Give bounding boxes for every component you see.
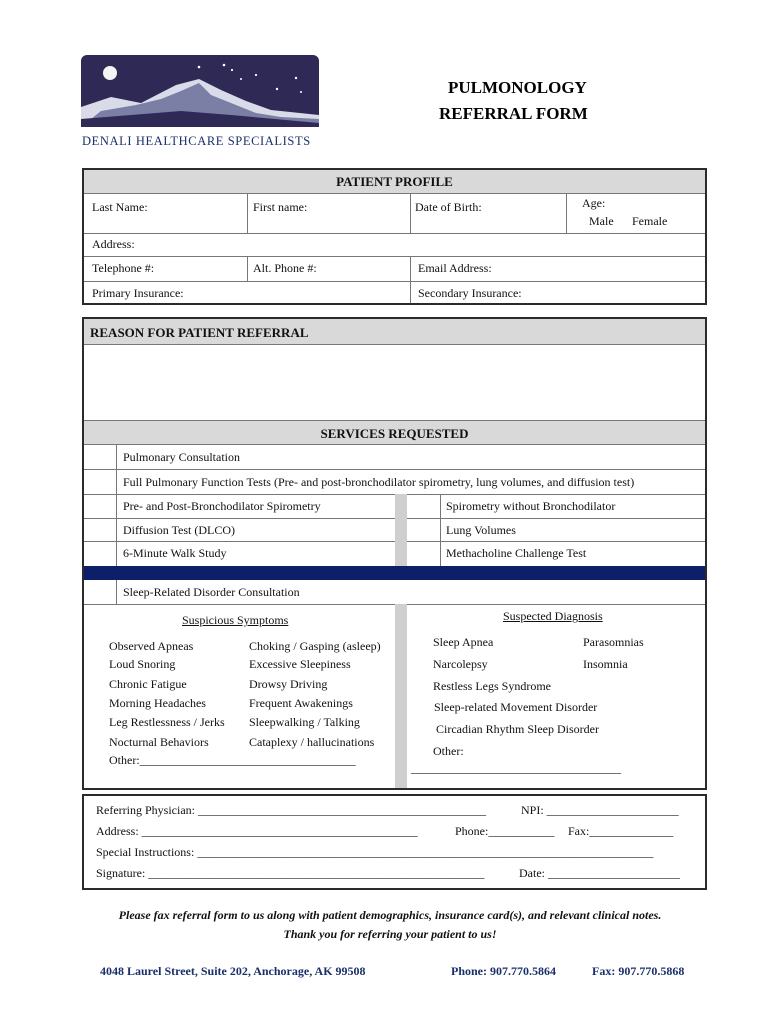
diagnosis-heading: Suspected Diagnosis [503, 609, 603, 623]
male-option[interactable]: Male [589, 214, 614, 228]
footer-address: 4048 Laurel Street, Suite 202, Anchorage, AK 99508 [100, 964, 366, 978]
symptom-item[interactable]: Choking / Gasping (asleep) [249, 639, 381, 653]
symptom-item[interactable]: Loud Snoring [109, 657, 176, 671]
form-title-line2: REFERRAL FORM [439, 104, 588, 123]
symptom-item[interactable]: Drowsy Driving [249, 677, 328, 691]
reason-heading: REASON FOR PATIENT REFERRAL [84, 319, 705, 345]
gray-separator [395, 494, 407, 566]
primary-insurance-field[interactable]: Primary Insurance: [92, 286, 184, 300]
diagnosis-circadian[interactable]: Circadian Rhythm Sleep Disorder [436, 722, 599, 736]
age-field[interactable]: Age: [582, 196, 606, 210]
diagnosis-other-field[interactable]: ___________________________________ [411, 761, 621, 775]
divider [247, 193, 248, 233]
divider [410, 256, 411, 303]
secondary-insurance-field[interactable]: Secondary Insurance: [418, 286, 522, 300]
thank-you-note: Thank you for referring your patient to us! [283, 927, 497, 941]
diagnosis-other-label: Other: [433, 744, 464, 758]
organization-name: DENALI HEALTHCARE SPECIALISTS [82, 134, 311, 148]
divider [410, 193, 411, 233]
diagnosis-narcolepsy[interactable]: Narcolepsy [433, 657, 488, 671]
symptoms-heading: Suspicious Symptoms [182, 613, 289, 627]
address-field[interactable]: Address: [92, 237, 135, 251]
physician-fax-field[interactable]: Fax:______________ [568, 824, 674, 838]
checkbox-column-line [116, 445, 117, 566]
service-sleep-consultation[interactable]: Sleep-Related Disorder Consultation [123, 585, 300, 599]
diagnosis-parasomnias[interactable]: Parasomnias [583, 635, 644, 649]
email-field[interactable]: Email Address: [418, 261, 492, 275]
symptom-item[interactable]: Leg Restlessness / Jerks [109, 715, 225, 729]
divider [247, 256, 248, 281]
physician-phone-field[interactable]: Phone:___________ [455, 824, 555, 838]
divider [84, 256, 705, 257]
divider [84, 281, 705, 282]
symptom-item[interactable]: Frequent Awakenings [249, 696, 353, 710]
alt-phone-field[interactable]: Alt. Phone #: [253, 261, 317, 275]
footer-fax: Fax: 907.770.5868 [592, 964, 685, 978]
special-instructions-field[interactable]: Special Instructions: ____________________________________________________________________________ [96, 845, 654, 859]
symptom-item[interactable]: Cataplexy / hallucinations [249, 735, 375, 749]
denali-mountain-logo [81, 55, 319, 127]
services-heading: SERVICES REQUESTED [84, 420, 705, 445]
diagnosis-restless-legs[interactable]: Restless Legs Syndrome [433, 679, 551, 693]
section-band [84, 566, 705, 580]
symptom-item[interactable]: Observed Apneas [109, 639, 194, 653]
diagnosis-insomnia[interactable]: Insomnia [583, 657, 628, 671]
physician-address-field[interactable]: Address: ______________________________________________ [96, 824, 418, 838]
gray-separator [395, 604, 407, 788]
service-pulmonary-consultation[interactable]: Pulmonary Consultation [123, 450, 240, 464]
symptom-item[interactable]: Nocturnal Behaviors [109, 735, 209, 749]
female-option[interactable]: Female [632, 214, 668, 228]
npi-field[interactable]: NPI: ______________________ [521, 803, 679, 817]
date-field[interactable]: Date: ______________________ [519, 866, 680, 880]
diagnosis-sleep-apnea[interactable]: Sleep Apnea [433, 635, 494, 649]
checkbox-column-line [116, 580, 117, 604]
service-full-pft[interactable]: Full Pulmonary Function Tests (Pre- and post-bronchodilator spirometry, lung volumes, and diffusion test) [123, 475, 635, 489]
service-lung-volumes[interactable]: Lung Volumes [446, 523, 516, 537]
symptom-item[interactable]: Chronic Fatigue [109, 677, 187, 691]
symptom-item[interactable]: Sleepwalking / Talking [249, 715, 360, 729]
checkbox-column-line [440, 494, 441, 566]
diagnosis-movement-disorder[interactable]: Sleep-related Movement Disorder [434, 700, 598, 714]
date-of-birth-field[interactable]: Date of Birth: [415, 200, 482, 214]
divider [566, 193, 567, 233]
first-name-field[interactable]: First name: [253, 200, 308, 214]
service-6-minute-walk[interactable]: 6-Minute Walk Study [123, 546, 227, 560]
patient-profile-section [82, 168, 707, 305]
symptom-item[interactable]: Morning Headaches [109, 696, 206, 710]
signature-field[interactable]: Signature: ________________________________________________________ [96, 866, 485, 880]
symptom-item[interactable]: Excessive Sleepiness [249, 657, 351, 671]
service-methacholine-challenge[interactable]: Methacholine Challenge Test [446, 546, 587, 560]
patient-profile-heading: PATIENT PROFILE [84, 170, 705, 194]
fax-instructions: Please fax referral form to us along with patient demographics, insurance card(s), and relevant clinical notes. [118, 908, 662, 922]
telephone-field[interactable]: Telephone #: [92, 261, 155, 275]
service-spirometry-pre-post[interactable]: Pre- and Post-Bronchodilator Spirometry [123, 499, 321, 513]
divider [84, 233, 705, 234]
reason-text-area[interactable] [84, 346, 705, 419]
form-title-line1: PULMONOLOGY [448, 78, 587, 97]
service-spirometry-without-bronchodilator[interactable]: Spirometry without Bronchodilator [446, 499, 616, 513]
symptom-other-field[interactable]: Other:____________________________________ [109, 753, 356, 767]
footer-phone: Phone: 907.770.5864 [451, 964, 556, 978]
referring-physician-field[interactable]: Referring Physician: ________________________________________________ [96, 803, 486, 817]
divider [84, 469, 705, 470]
last-name-field[interactable]: Last Name: [92, 200, 148, 214]
service-dlco[interactable]: Diffusion Test (DLCO) [123, 523, 236, 537]
